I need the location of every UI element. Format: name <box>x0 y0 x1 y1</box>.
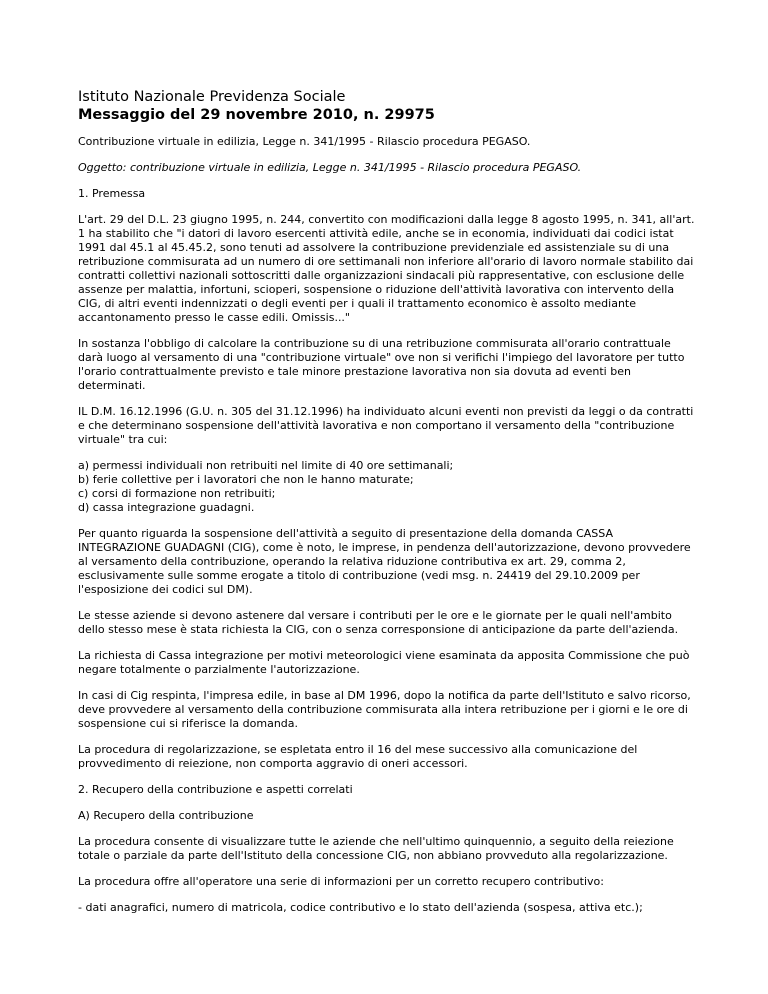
paragraph: - dati anagrafici, numero di matricola, codice contributivo e lo stato dell'azienda (sospesa, attiva etc.); <box>78 901 643 914</box>
paragraph: La procedura di regolarizzazione, se espletata entro il 16 del mese successivo alla comunicazione del provvedimento di reiezione, non comporta aggravio di oneri accessori. <box>78 743 638 770</box>
paragraph: L'art. 29 del D.L. 23 giugno 1995, n. 244, convertito con modificazioni dalla legge 8 agosto 1995, n. 341, all'art. 1 ha stabilito che "i datori di lavoro esercenti attività edile, anche se in economia, individuati dai codici istat 1991 dal 45.1 al 45.45.2, sono tenuti ad assolvere la contribuzione previdenziale ed assistenziale su di una retribuzione commisurata ad un numero di ore settimanali non inferiore all'orario di lavoro normale stabilito dai contratti collettivi nazionali sottoscritti dalle organizzazioni sindacali più rappresentative, con esclusione delle assenze per malattia, infortuni, scioperi, sospensione o riduzione dell'attività lavorativa con intervento della CIG, di altri eventi indennizzati o degli eventi per i quali il trattamento economico è assolto mediante accantonamento presso le casse edili. Omissis..." <box>78 213 695 324</box>
list-item: d) cassa integrazione guadagni. <box>78 501 255 514</box>
document-subject: Oggetto: contribuzione virtuale in edilizia, Legge n. 341/1995 - Rilascio procedura PEGASO. <box>78 161 582 174</box>
list-item: b) ferie collettive per i lavoratori che non le hanno maturate; <box>78 473 414 486</box>
document-title: Messaggio del 29 novembre 2010, n. 29975 <box>78 107 435 123</box>
document-summary: Contribuzione virtuale in edilizia, Legge n. 341/1995 - Rilascio procedura PEGASO. <box>78 135 531 148</box>
paragraph: Le stesse aziende si devono astenere dal versare i contributi per le ore e le giornate per le quali nell'ambito dello stesso mese è stata richiesta la CIG, con o senza corresponsione di anticipazione da parte dell'azienda. <box>78 609 679 636</box>
paragraph: IL D.M. 16.12.1996 (G.U. n. 305 del 31.12.1996) ha individuato alcuni eventi non previsti da leggi o da contratti e che determinano sospensione dell'attività lavorativa e non comportano il versamento della "contribuzione virtuale" tra cui: <box>78 405 694 446</box>
document-body <box>78 88 698 927</box>
subsection-heading: A) Recupero della contribuzione <box>78 809 254 822</box>
paragraph: La procedura offre all'operatore una serie di informazioni per un corretto recupero contributivo: <box>78 875 604 888</box>
events-list <box>78 459 698 515</box>
paragraph: In casi di Cig respinta, l'impresa edile, in base al DM 1996, dopo la notifica da parte dell'Istituto e salvo ricorso, deve provvedere al versamento della contribuzione commisurata alla intera retribuzione per i giorni e le ore di sospensione cui si riferisce la domanda. <box>78 689 691 730</box>
paragraph: In sostanza l'obbligo di calcolare la contribuzione su di una retribuzione commisurata all'orario contrattuale darà luogo al versamento di una "contribuzione virtuale" ove non si verifichi l'impiego del lavoratore per tutto l'orario contrattualmente previsto e tale minore prestazione lavorativa non sia dovuta ad eventi ben determinati. <box>78 337 685 392</box>
list-item: a) permessi individuali non retribuiti nel limite di 40 ore settimanali; <box>78 459 454 472</box>
paragraph: La richiesta di Cassa integrazione per motivi meteorologici viene esaminata da apposita Commissione che può negare totalmente o parzialmente l'autorizzazione. <box>78 649 690 676</box>
section-heading-recupero: 2. Recupero della contribuzione e aspetti correlati <box>78 783 353 796</box>
paragraph: Per quanto riguarda la sospensione dell'attività a seguito di presentazione della domanda CASSA INTEGRAZIONE GUADAGNI (CIG), come è noto, le imprese, in pendenza dell'autorizzazione, devono provvedere al versamento della contribuzione, operando la relativa riduzione contributiva ex art. 29, comma 2, esclusivamente sulle somme erogate a titolo di contribuzione (vedi msg. n. 24419 del 29.10.2009 per l'esposizione dei codici sul DM). <box>78 527 691 596</box>
section-heading-premessa: 1. Premessa <box>78 187 146 200</box>
organization-name: Istituto Nazionale Previdenza Sociale <box>78 89 346 105</box>
list-item: c) corsi di formazione non retribuiti; <box>78 487 276 500</box>
paragraph: La procedura consente di visualizzare tutte le aziende che nell'ultimo quinquennio, a seguito della reiezione totale o parziale da parte dell'Istituto della concessione CIG, non abbiano provveduto alla regolarizzazione. <box>78 835 674 862</box>
